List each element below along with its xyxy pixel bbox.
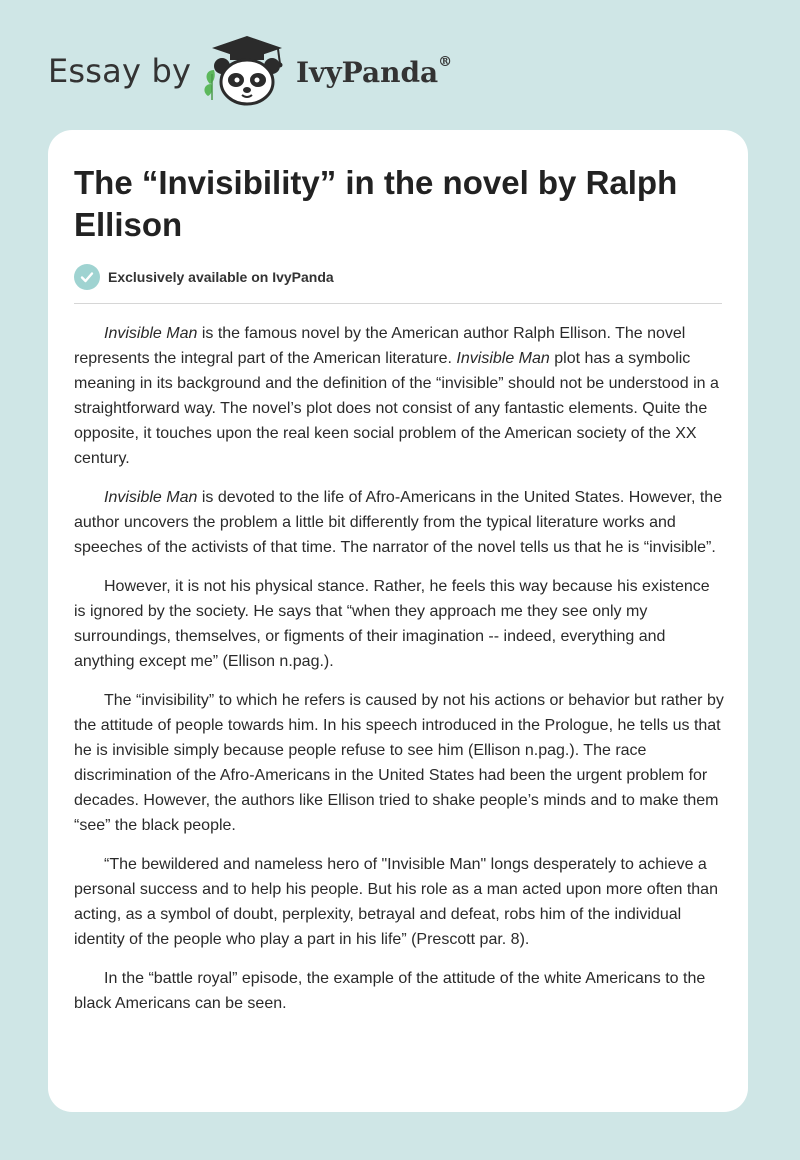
badge-text: Exclusively available on IvyPanda (108, 269, 334, 285)
check-icon (74, 264, 100, 290)
paragraph: “The bewildered and nameless hero of "Invisible Man" longs desperately to achieve a personal success and to help his people. But his role as a man acted upon more often than acting, as a symbol of doubt, perplexity, betrayal and defeat, robs him of the individual identity of the people who play a part in his life” (Prescott par. 8). (74, 856, 718, 948)
exclusive-badge (74, 264, 334, 290)
essay-title: The “Invisibility” in the novel by Ralph Ellison (74, 164, 678, 243)
essay-card (48, 130, 748, 1112)
essay-body (74, 321, 724, 1030)
divider (74, 303, 722, 304)
essay-by-label: Essay by (48, 52, 192, 90)
paragraph: Invisible Man is the famous novel by the American author Ralph Ellison. The novel represents the integral part of the American literature. Invisible Man plot has a symbolic meaning in its background and the definition of the “invisible” should not be understood in a straightforward way. The novel’s plot does not consist of any fantastic elements. Quite the opposite, it touches upon the real keen social problem of the American society of the XX century. (74, 325, 719, 467)
panda-graduate-icon[interactable] (202, 34, 292, 108)
paragraph: Invisible Man is devoted to the life of Afro-Americans in the United States. However, the author uncovers the problem a little bit differently from the typical literature works and speeches of the activists of that time. The narrator of the novel tells us that he is “invisible”. (74, 489, 723, 556)
brand-name[interactable]: IvyPanda® (296, 54, 453, 89)
paragraph: However, it is not his physical stance. Rather, he feels this way because his existence is ignored by the society. He says that “when they approach me they see only my surroundings, themselves, or figments of their imagination -- indeed, everything and anything except me” (Ellison n.pag.). (74, 578, 710, 670)
site-header (48, 28, 748, 108)
paragraph: The “invisibility” to which he refers is caused by not his actions or behavior but rather by the attitude of people towards him. In his speech introduced in the Prologue, he tells us that he is invisible simply because people refuse to see him (Ellison n.pag.). The race discrimination of the Afro-Americans in the United States had been the urgent problem for decades. However, the authors like Ellison tried to shake people’s minds and to make them “see” the black people. (74, 692, 724, 834)
paragraph: In the “battle royal” episode, the example of the attitude of the white Americans to the black Americans can be seen. (74, 970, 706, 1012)
registered-mark: ® (438, 54, 453, 70)
